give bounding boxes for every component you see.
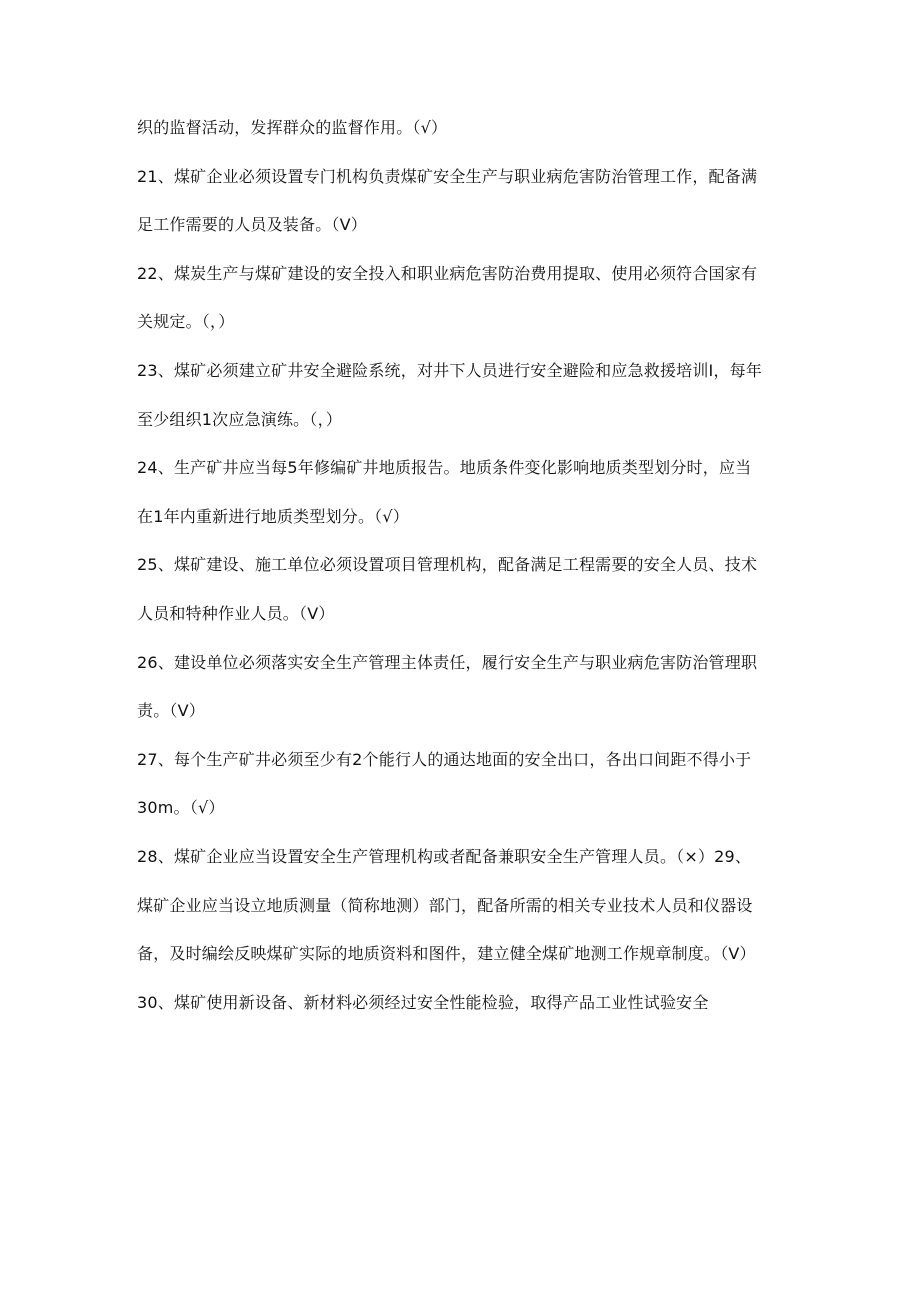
text-line: 人员和特种作业人员。（V） bbox=[137, 603, 335, 623]
document-body bbox=[137, 104, 787, 1027]
text-line: 24、生产矿井应当每5年修编矿井地质报告。地质条件变化影响地质类型划分时，应当 bbox=[137, 458, 752, 478]
text-line: 足工作需要的人员及装备。（V） bbox=[137, 215, 367, 235]
text-line: 织的监督活动，发挥群众的监督作用。（√） bbox=[137, 118, 448, 137]
text-line: 在1年内重新进行地质类型划分。（√） bbox=[137, 506, 409, 526]
text-line: 22、煤炭生产与煤矿建设的安全投入和职业病危害防治费用提取、使用必须符合国家有 bbox=[137, 263, 758, 283]
text-line: 30m。（√） bbox=[137, 798, 225, 818]
text-line: 煤矿企业应当设立地质测量（简称地测）部门，配备所需的相关专业技术人员和仪器设 bbox=[137, 895, 753, 915]
text-line: 23、煤矿必须建立矿井安全避险系统，对井下人员进行安全避险和应急救援培训I，每年 bbox=[137, 360, 763, 380]
text-line: 至少组织1次应急演练。（，） bbox=[137, 409, 342, 429]
text-line: 25、煤矿建设、施工单位必须设置项目管理机构，配备满足工程需要的安全人员、技术 bbox=[137, 555, 758, 575]
text-line: 28、煤矿企业应当设置安全生产管理机构或者配备兼职安全生产管理人员。（×）29、 bbox=[137, 846, 752, 866]
text-line: 27、每个生产矿井必须至少有2个能行人的通达地面的安全出口，各出口间距不得小于 bbox=[137, 749, 752, 769]
text-line: 21、煤矿企业必须设置专门机构负责煤矿安全生产与职业病危害防治管理工作，配备满 bbox=[137, 166, 758, 186]
text-line: 26、建设单位必须落实安全生产管理主体责任，履行安全生产与职业病危害防治管理职 bbox=[137, 652, 758, 672]
text-line: 备，及时编绘反映煤矿实际的地质资料和图件，建立健全煤矿地测工作规章制度。（V） bbox=[137, 944, 756, 964]
text-line: 30、煤矿使用新设备、新材料必须经过安全性能检验，取得产品工业性试验安全 bbox=[137, 992, 709, 1012]
text-line: 责。（V） bbox=[137, 701, 205, 721]
text-line: 关规定。（，） bbox=[137, 312, 235, 332]
